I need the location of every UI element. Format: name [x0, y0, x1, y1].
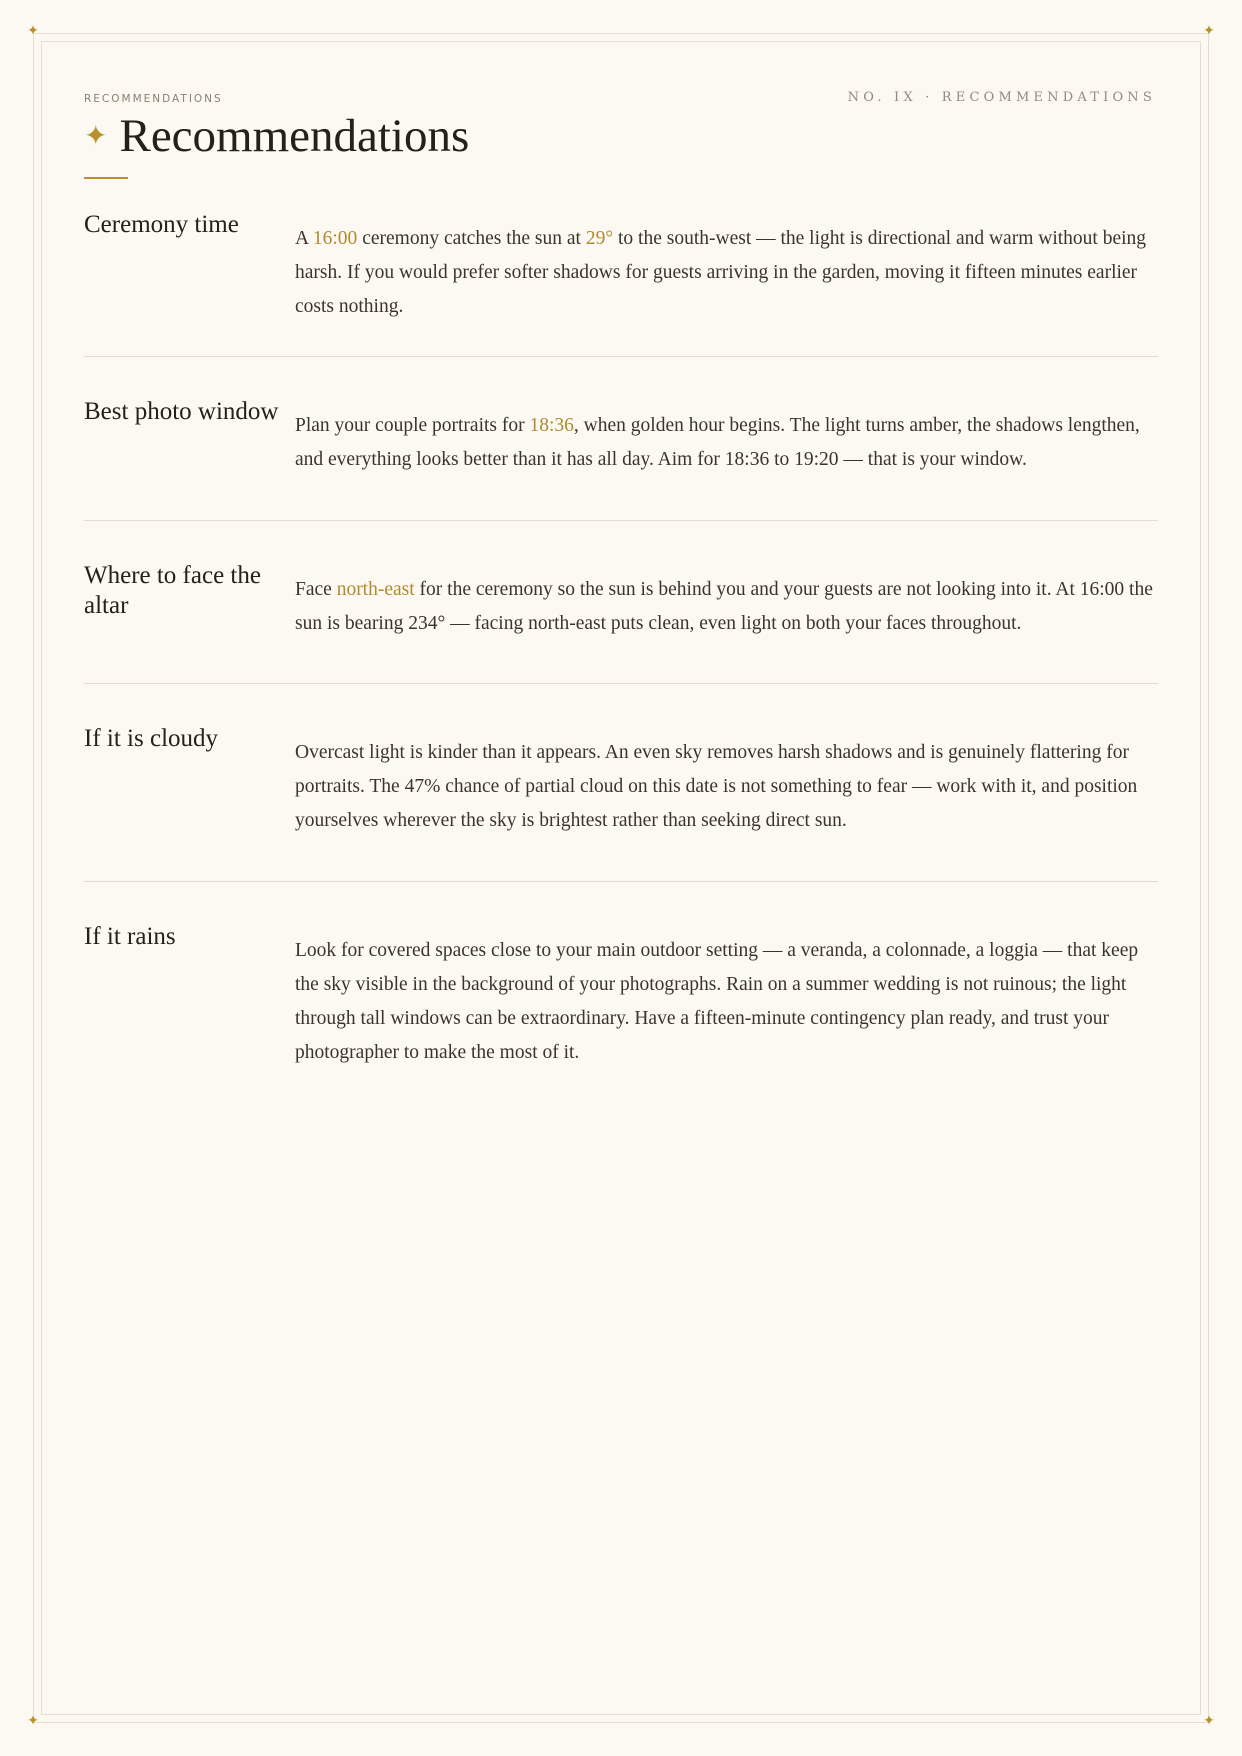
recommendation-label: Ceremony time: [84, 211, 239, 238]
title-underline: [84, 177, 128, 179]
recommendation-body: [295, 409, 1158, 520]
highlighted-value: 16:00: [312, 228, 358, 249]
body-text: for the ceremony so the sun is behind you and your guests are not looking into it. At 16:00 the sun is bearing 234° — facing north-east puts clean, even light on both your faces throughout.: [295, 579, 1153, 634]
corner-star-icon: ✦: [1203, 23, 1215, 39]
corner-star-icon: ✦: [27, 1713, 39, 1729]
title-row: [84, 108, 469, 164]
body-text: Plan your couple portraits for: [295, 415, 530, 436]
recommendations-list: [84, 200, 1158, 1070]
recommendation-label: If it is cloudy: [84, 725, 219, 752]
recommendation-best-photo-window: [84, 357, 1158, 521]
recommendation-label: Where to face the altar: [84, 562, 261, 619]
body-text: A: [295, 228, 313, 249]
recommendation-ceremony-time: [84, 200, 1158, 357]
body-text: to the south-west — the light is directional and warm without being harsh. If you would prefer softer shadows for guests arriving in the garden, moving it fifteen minutes earlier costs nothing.: [295, 228, 1147, 317]
recommendation-rain: [84, 882, 1158, 1070]
body-text: Overcast light is kinder than it appears. An even sky removes harsh shadows and is genuinely flattering for portraits. The 47% chance of partial cloud on this date is not something to fear — work with it, and position yourselves wherever the sky is brightest rather than seeking direct sun.: [295, 742, 1138, 831]
four-point-star-icon: ✦: [84, 119, 108, 152]
body-text: Face: [295, 579, 337, 600]
section-eyebrow: RECOMMENDATIONS: [84, 93, 223, 105]
page-title: Recommendations: [119, 110, 470, 162]
body-text: ceremony catches the sun at: [357, 228, 586, 249]
recommendation-body: [295, 222, 1158, 356]
recommendation-cloudy: [84, 684, 1158, 882]
highlighted-value: 18:36: [529, 415, 574, 436]
recommendation-body: [295, 573, 1158, 683]
recommendation-body: [295, 736, 1158, 881]
corner-star-icon: ✦: [27, 23, 39, 39]
recommendation-label: If it rains: [84, 923, 176, 950]
recommendation-label: Best photo window: [84, 398, 279, 425]
page-folio: NO. IX · RECOMMENDATIONS: [847, 90, 1156, 105]
recommendation-body: [295, 934, 1158, 1070]
highlighted-value: north-east: [336, 579, 415, 600]
body-text: , when golden hour begins. The light turns amber, the shadows lengthen, and everything looks better than it has all day. Aim for 18:36 to 19:20 — that is your window.: [295, 415, 1140, 470]
corner-star-icon: ✦: [1203, 1713, 1215, 1729]
body-text: Look for covered spaces close to your main outdoor setting — a veranda, a colonnade, a loggia — that keep the sky visible in the background of your photographs. Rain on a summer wedding is not ruinous; the light through tall windows can be extraordinary. Have a fifteen-minute contingency plan ready, and trust your photographer to make the most of it.: [295, 940, 1139, 1063]
recommendation-altar-direction: [84, 521, 1158, 684]
highlighted-value: 29°: [585, 228, 614, 249]
